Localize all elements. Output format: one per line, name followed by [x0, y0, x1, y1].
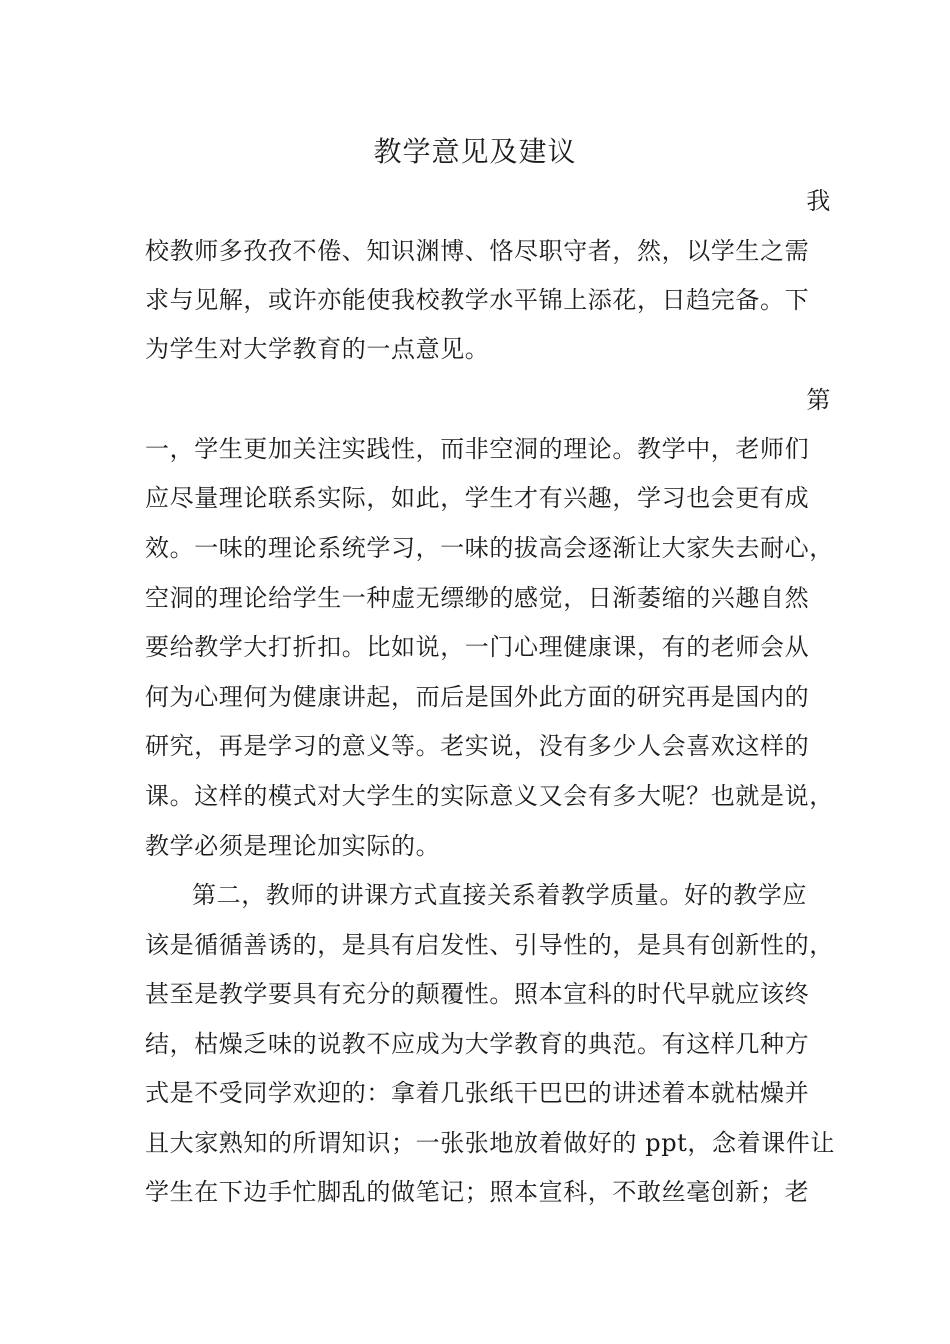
text-line: 结，枯燥乏味的说教不应成为大学教育的典范。有这样几种方	[145, 1030, 810, 1058]
text-line: 学生在下边手忙脚乱的做笔记；照本宣科，不敢丝毫创新；老	[145, 1178, 810, 1206]
text-line: 第	[806, 386, 831, 414]
text-line: 该是循循善诱的，是具有启发性、引导性的，是具有创新性的，	[145, 931, 834, 959]
text-line: 要给教学大打折扣。比如说，一门心理健康课，有的老师会从	[145, 633, 810, 661]
text-line: 何为心理何为健康讲起，而后是国外此方面的研究再是国内的	[145, 683, 810, 711]
document-title: 教学意见及建议	[373, 135, 577, 168]
text-line: 课。这样的模式对大学生的实际意义又会有多大呢？也就是说，	[145, 782, 834, 810]
text-line: 式是不受同学欢迎的：拿着几张纸干巴巴的讲述着本就枯燥并	[145, 1079, 810, 1107]
text-line: 效。一味的理论系统学习，一味的拔高会逐渐让大家失去耐心，	[145, 534, 834, 562]
text-line: 为学生对大学教育的一点意见。	[145, 335, 490, 363]
text-line: 且大家熟知的所谓知识；一张张地放着做好的 ppt，念着课件让	[145, 1129, 835, 1157]
text-line: 空洞的理论给学生一种虚无缥缈的感觉，日渐萎缩的兴趣自然	[145, 584, 810, 612]
text-line: 甚至是教学要具有充分的颠覆性。照本宣科的时代早就应该终	[145, 980, 810, 1008]
text-line: 求与见解，或许亦能使我校教学水平锦上添花，日趋完备。下	[145, 286, 810, 314]
text-line: 一，学生更加关注实践性，而非空洞的理论。教学中，老师们	[145, 435, 810, 463]
text-line: 我	[806, 187, 831, 215]
text-line: 教学必须是理论加实际的。	[145, 832, 441, 860]
text-line: 应尽量理论联系实际，如此，学生才有兴趣，学习也会更有成	[145, 484, 810, 512]
text-line: 研究，再是学习的意义等。老实说，没有多少人会喜欢这样的	[145, 732, 810, 760]
text-line: 第二，教师的讲课方式直接关系着教学质量。好的教学应	[192, 881, 807, 909]
text-line: 校教师多孜孜不倦、知识渊博、恪尽职守者，然，以学生之需	[145, 237, 810, 265]
